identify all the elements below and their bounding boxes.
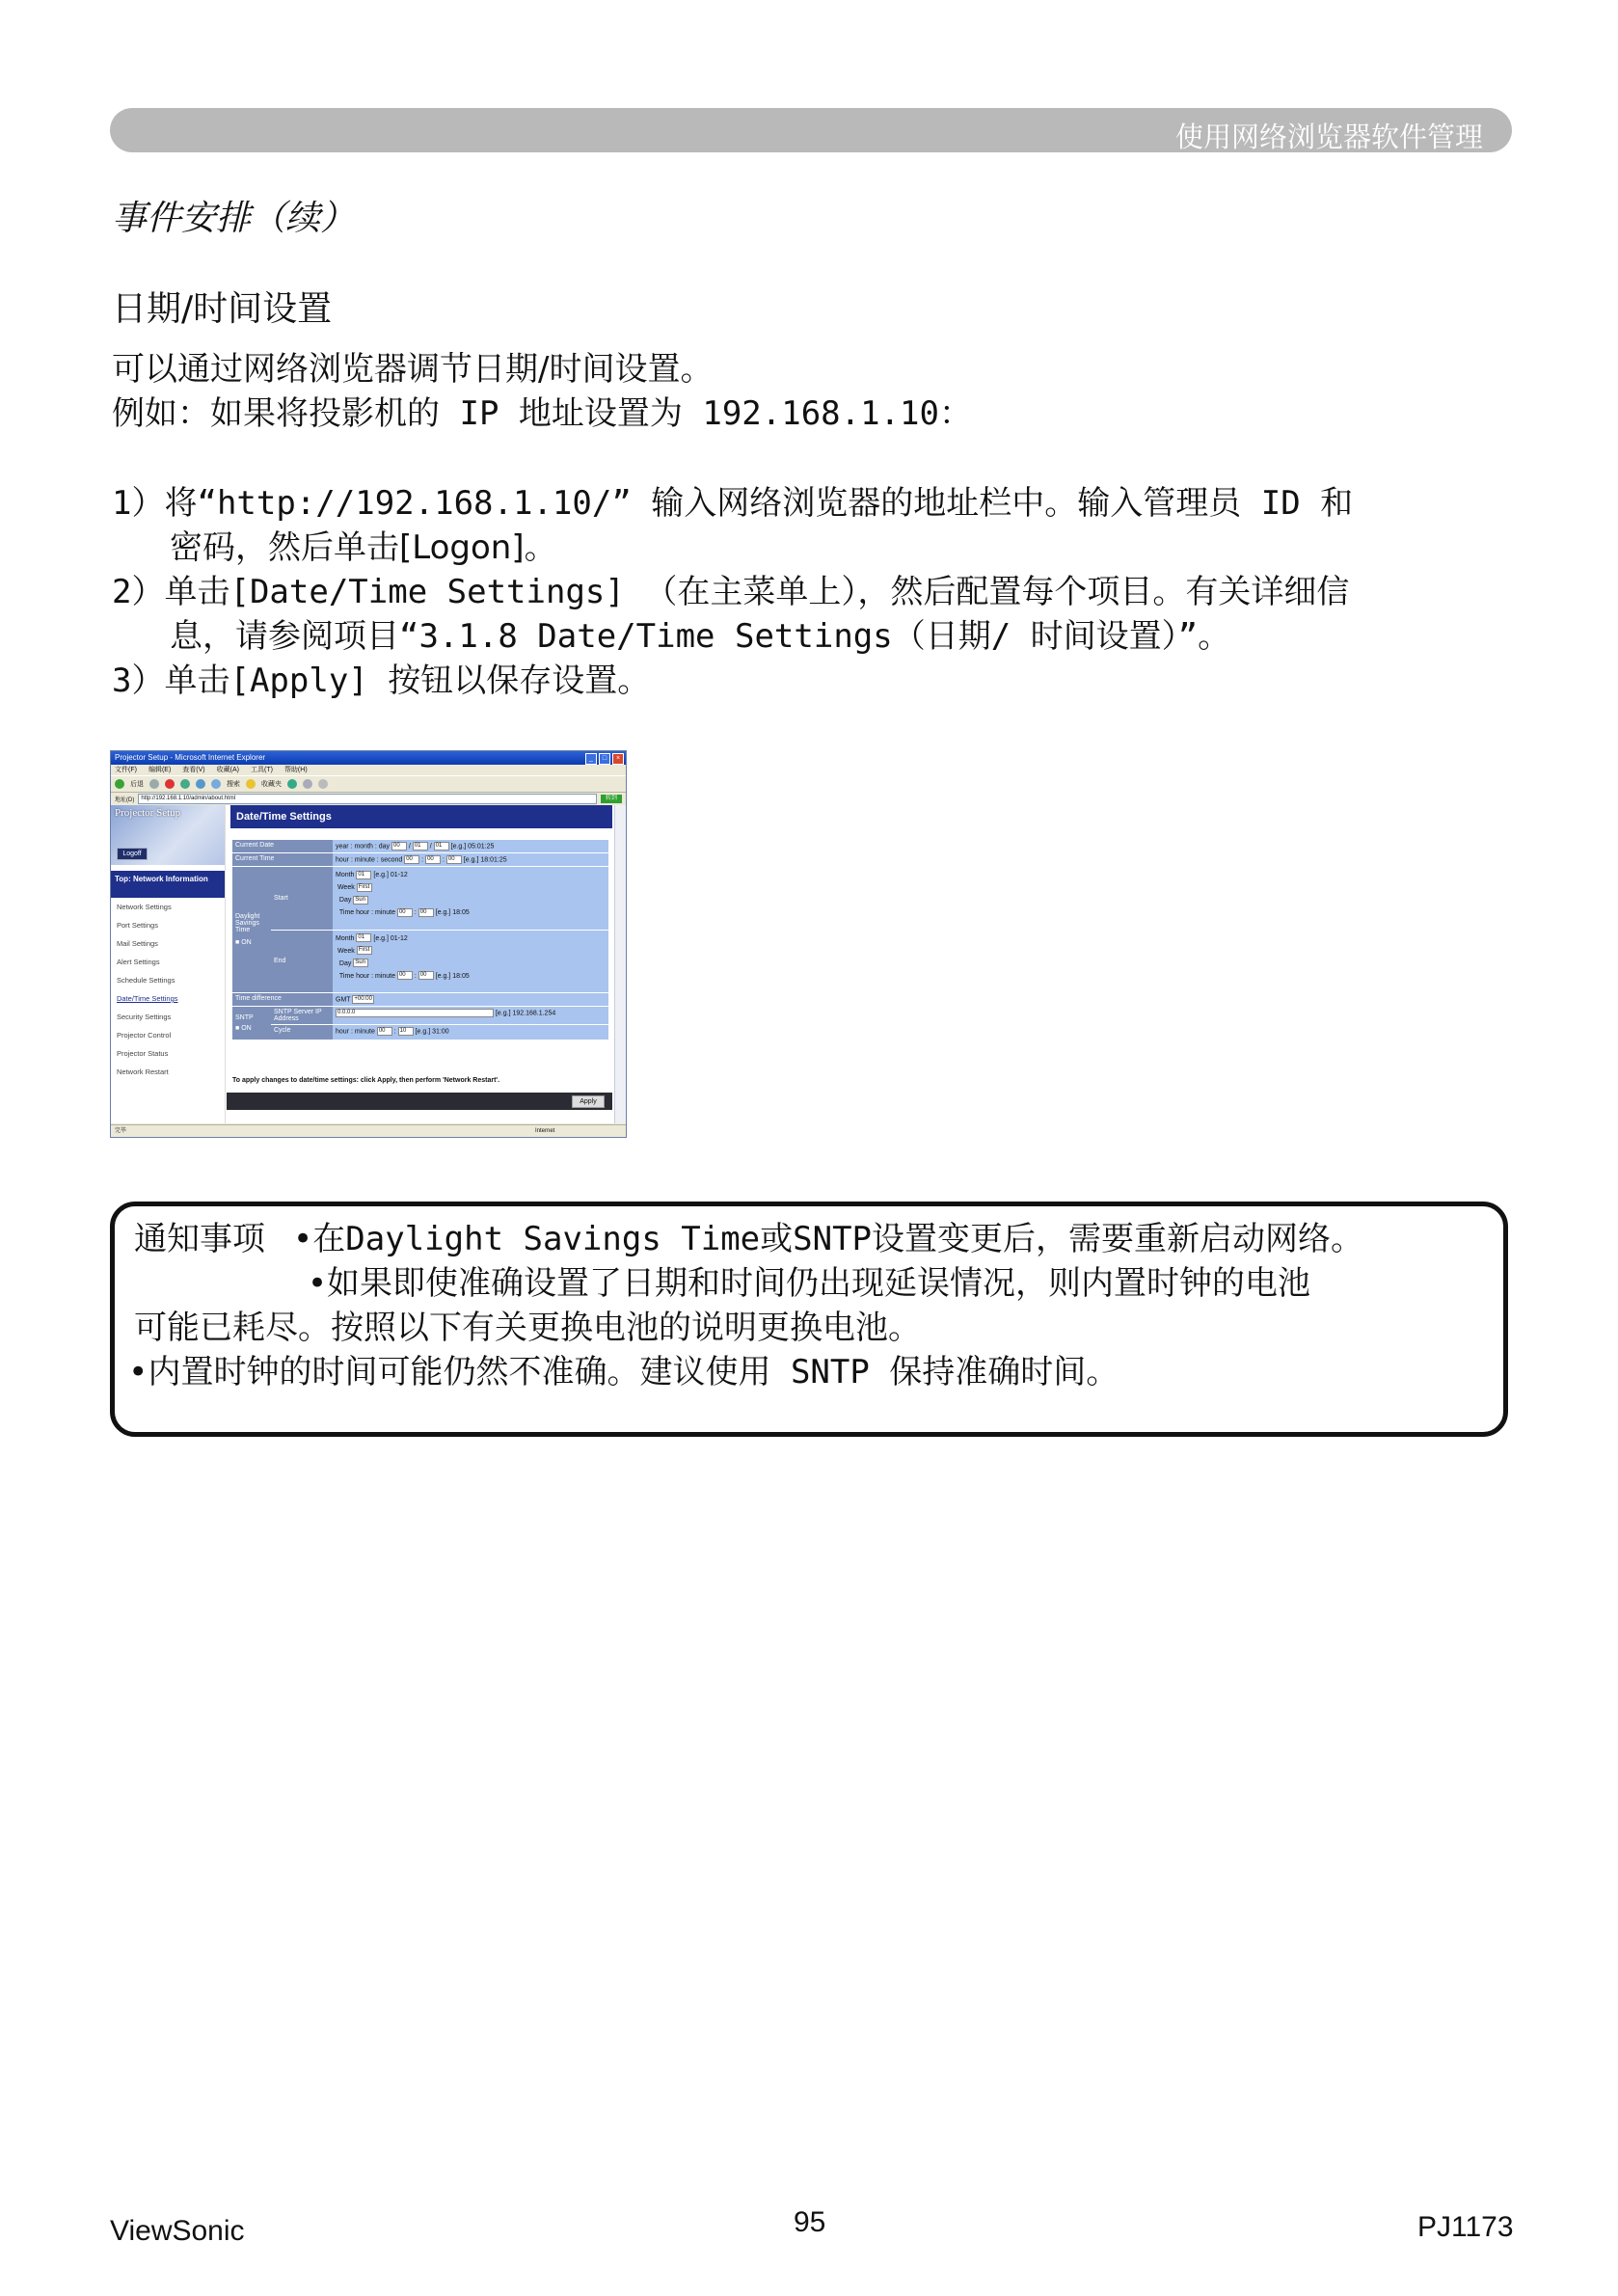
notice-line-4: •内置时钟的时间可能仍然不准确。建议使用 SNTP 保持准确时间。 (128, 1353, 1119, 1391)
apply-bar (227, 1093, 612, 1110)
end-week-label: Week (337, 947, 355, 955)
sidebar-item-network-settings[interactable]: Network Settings (117, 903, 172, 911)
end-month-example: [e.g.] 01-12 (373, 934, 408, 942)
current-time-hint: hour : minute : second (336, 856, 403, 864)
current-time-second[interactable]: 00 (446, 855, 462, 864)
go-button[interactable]: 转到 (601, 795, 622, 803)
end-month-label: Month (336, 934, 355, 942)
back-icon[interactable] (115, 779, 124, 789)
gmt-label: GMT (336, 996, 351, 1004)
sidebar-item-schedule-settings[interactable]: Schedule Settings (117, 976, 175, 985)
end-time-hour[interactable]: 00 (397, 971, 413, 980)
address-input[interactable]: http://192.168.1.10/admin/about.html (138, 794, 597, 804)
time-difference-label: Time difference (232, 993, 333, 1006)
end-time-label: Time (338, 972, 355, 980)
sntp-server-example: [e.g.] 192.168.1.254 (495, 1010, 556, 1017)
cycle-hint: hour : minute (336, 1028, 375, 1036)
notice-box (110, 1202, 1508, 1437)
cycle-example: [e.g.] 31:00 (415, 1028, 449, 1036)
step-1-cont: 密码，然后单击[Logon]。 (170, 528, 557, 567)
address-label: 地址(D) (115, 797, 135, 803)
history-icon[interactable] (287, 779, 297, 789)
sidebar-item-alert-settings[interactable]: Alert Settings (117, 958, 160, 966)
sidebar-item-port-settings[interactable]: Port Settings (117, 921, 158, 930)
start-week-select[interactable]: First (357, 883, 372, 892)
sidebar-item-projector-control[interactable]: Projector Control (117, 1031, 172, 1040)
start-week-label: Week (337, 884, 355, 891)
ie-menu-bar (111, 765, 626, 775)
start-time-label: Time (338, 909, 355, 916)
sntp-label: SNTP (235, 1014, 254, 1021)
settings-grid: Current Date year : month : day 00 / 01 / 01 [e.g.] 05:01:25 Current Time hour : minute : second 00 : 00 : 00 [e.g.] 18:01:25 Daylight Savings Time ■ ON Start Month 01 [e.g.] 01-12 Week First Day Sun Time hour : minute 00 : 00 [e.g.] 18:05 End Month 01 [e.g.] 01-12 Week First Day Sun Time hour : minute 00 : 00 [e.g.] 18:05 Time difference GMT +00:00 SNTP ■ ON SNTP Server IP Address 0.0.0.0 [e.g.] 192.168.1.254 Cycle hour : minute 00 : 10 [e.g.] 31:00 (232, 840, 608, 1040)
footer-brand: ViewSonic (110, 2215, 245, 2247)
dst-end-label: End (271, 931, 333, 993)
ie-address-bar (111, 793, 626, 804)
menu-file[interactable]: 文件(F) (115, 767, 137, 773)
end-week-select[interactable]: First (357, 946, 372, 955)
back-label[interactable]: 后退 (130, 781, 144, 788)
end-time-example: [e.g.] 18:05 (435, 972, 470, 980)
current-date-example: [e.g.] 05:01:25 (450, 843, 495, 851)
dst-start-label: Start (271, 867, 333, 930)
notice-line-3: 可能已耗尽。按照以下有关更换电池的说明更换电池。 (134, 1309, 921, 1347)
start-day-label: Day (338, 897, 352, 904)
start-month-example: [e.g.] 01-12 (373, 872, 408, 878)
current-time-minute[interactable]: 00 (425, 855, 441, 864)
step-2: 2）单击[Date/Time Settings] （在主菜单上），然后配置每个项目。有关详细信 (112, 573, 1350, 611)
start-month-label: Month (336, 872, 355, 878)
browser-screenshot (110, 750, 627, 1138)
print-icon[interactable] (318, 779, 328, 789)
mail-icon[interactable] (303, 779, 312, 789)
start-time-example: [e.g.] 18:05 (435, 909, 470, 916)
sntp-server-label: SNTP Server IP Address (271, 1007, 333, 1024)
menu-view[interactable]: 查看(V) (182, 767, 205, 773)
search-label[interactable]: 搜索 (227, 781, 240, 788)
current-date-hint: year : month : day (336, 843, 391, 851)
apply-button[interactable]: Apply (572, 1095, 605, 1108)
logo-text: Projector Setup (115, 807, 181, 819)
start-month-input[interactable]: 01 (356, 871, 371, 879)
ie-title-bar (111, 751, 626, 765)
end-month-input[interactable]: 01 (356, 933, 371, 942)
current-date-month[interactable]: 01 (413, 842, 428, 851)
start-time-hint: hour : minute (356, 909, 395, 916)
current-date-day[interactable]: 01 (434, 842, 449, 851)
cycle-label: Cycle (271, 1025, 333, 1040)
status-left: 完毕 (115, 1128, 127, 1134)
home-icon[interactable] (196, 779, 205, 789)
favorites-label[interactable]: 收藏夹 (261, 781, 282, 788)
main-panel (227, 805, 612, 1123)
start-day-select[interactable]: Sun (353, 896, 368, 905)
maximize-icon[interactable]: □ (599, 753, 610, 765)
current-time-label: Current Time (232, 853, 333, 866)
dst-label: Daylight Savings Time (235, 913, 260, 933)
notice-label: 通知事项 (134, 1220, 265, 1258)
step-1: 1）将“http://192.168.1.10/” 输入网络浏览器的地址栏中。输入管理员 ID 和 (112, 484, 1354, 523)
sidebar-item-security-settings[interactable]: Security Settings (117, 1013, 172, 1021)
menu-tools[interactable]: 工具(T) (250, 767, 273, 773)
end-time-hint: hour : minute (356, 972, 395, 980)
sidebar-top-link[interactable]: Top: Network Information (111, 871, 225, 898)
dst-on-checkbox[interactable]: ON (241, 939, 252, 946)
vertical-scrollbar[interactable] (614, 805, 626, 1123)
end-day-label: Day (338, 959, 352, 967)
header-bar (110, 108, 1512, 152)
forward-icon[interactable] (149, 779, 159, 789)
end-time-minute[interactable]: 00 (418, 971, 434, 980)
current-date-label: Current Date (232, 840, 333, 852)
page-number: 95 (794, 2206, 826, 2238)
cycle-minute[interactable]: 10 (398, 1027, 414, 1036)
status-zone: Internet (535, 1128, 555, 1134)
menu-help[interactable]: 帮助(H) (283, 767, 308, 773)
step-2-cont: 息，请参阅项目“3.1.8 Date/Time Settings（日期/ 时间设置）”。 (170, 617, 1231, 656)
sidebar-item-mail-settings[interactable]: Mail Settings (117, 939, 158, 948)
ie-toolbar (111, 775, 626, 793)
menu-favorites[interactable]: 收藏(A) (216, 767, 239, 773)
logoff-button[interactable]: Logoff (117, 848, 148, 860)
sidebar-item-projector-status[interactable]: Projector Status (117, 1049, 169, 1058)
logo (111, 805, 225, 865)
sidebar-item-network-restart[interactable]: Network Restart (117, 1067, 169, 1076)
notice-line-1: •在Daylight Savings Time或SNTP设置变更后，需要重新启动网络。 (292, 1220, 1364, 1258)
end-day-select[interactable]: Sun (353, 959, 368, 967)
time-difference-select[interactable]: +00:00 (354, 996, 372, 1002)
page-title: Date/Time Settings (227, 805, 612, 828)
stop-icon[interactable] (165, 779, 175, 789)
section-title: 事件安排（续） (112, 199, 356, 238)
menu-edit[interactable]: 编辑(E) (148, 767, 172, 773)
sntp-server-input[interactable]: 0.0.0.0 (336, 1009, 494, 1017)
ie-window-title: Projector Setup - Microsoft Internet Explorer (115, 753, 266, 762)
sidebar (111, 805, 226, 1123)
refresh-icon[interactable] (180, 779, 190, 789)
ie-status-bar (111, 1124, 626, 1137)
start-time-minute[interactable]: 00 (418, 908, 434, 917)
cycle-hour[interactable]: 00 (377, 1027, 392, 1036)
favorites-icon[interactable] (246, 779, 256, 789)
close-icon[interactable]: × (612, 753, 624, 765)
search-icon[interactable] (211, 779, 221, 789)
intro-line-1: 可以通过网络浏览器调节日期/时间设置。 (112, 350, 714, 389)
intro-line-2: 例如：如果将投影机的 IP 地址设置为 192.168.1.10： (112, 394, 972, 433)
current-time-hour[interactable]: 00 (404, 855, 419, 864)
header-title: 使用网络浏览器软件管理 (1174, 121, 1483, 153)
apply-note: To apply changes to date/time settings: click Apply, then perform 'Network Restart'. (232, 1077, 500, 1084)
minimize-icon[interactable]: _ (585, 753, 597, 765)
footer-model: PJ1173 (1417, 2211, 1514, 2243)
sntp-on-checkbox[interactable]: ON (241, 1025, 252, 1032)
step-3: 3）单击[Apply] 按钮以保存设置。 (112, 662, 651, 700)
subsection-title: 日期/时间设置 (112, 289, 333, 329)
sidebar-item-date-time-settings[interactable]: Date/Time Settings (117, 994, 178, 1003)
notice-line-2: •如果即使准确设置了日期和时间仍出现延误情况，则内置时钟的电池 (308, 1264, 1311, 1303)
start-time-hour[interactable]: 00 (397, 908, 413, 917)
ie-page (111, 805, 614, 1123)
current-date-year[interactable]: 00 (391, 842, 407, 851)
current-time-example: [e.g.] 18:01:25 (463, 856, 507, 864)
